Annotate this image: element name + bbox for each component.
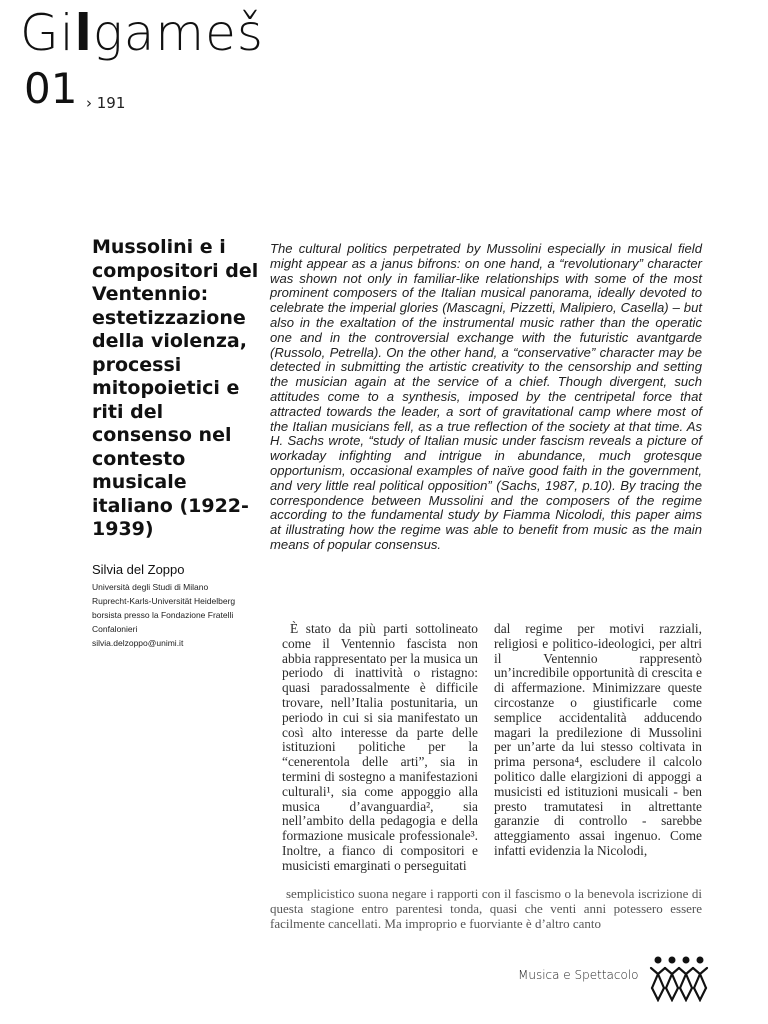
author-affiliation: borsista presso la Fondazione Fratelli	[92, 610, 234, 620]
journal-title-prefix: Gi	[20, 4, 75, 62]
stick-figures-logo-icon	[648, 954, 710, 1002]
author-email: silvia.delzoppo@unimi.it	[92, 638, 184, 648]
journal-title-suffix: gameš	[92, 4, 264, 62]
issue-number: 01	[24, 64, 78, 113]
author-name: Silvia del Zoppo	[92, 562, 185, 577]
author-affiliation: Confalonieri	[92, 624, 138, 634]
footer-section-label: Musica e Spettacolo	[518, 968, 639, 982]
author-affiliation: Ruprecht-Karls-Universität Heidelberg	[92, 596, 236, 606]
abstract: The cultural politics perpetrated by Mussolini especially in musical field might appear as a janus bifrons: on one hand, a “revolutionary” character was shown not only in familiar-like relationships with some of the most prominent composers of the Italian musical panorama, ideally devoted to celebrate the imperial glories (Mascagni, Pizzetti, Malipiero, Casella) – but also in the exaltation of the instrumental music rather than the operatic one and in the controversial exchange with the futuristic avantgarde (Russolo, Petrella). On the other hand, a “conservative” character may be detected in submitting the artistic creativity to the censorship and setting the musician again at the service of a chief. Though divergent, such attitudes come to a synthesis, imposed by the centripetal force that attracted towards the leader, a sort of gravitational camp where most of the Italian musicians fell, as a true reflection of the society at that time. As H. Sachs wrote, “study of Italian music under fascism reveals a picture of workaday infighting and intrigue in abundance, much grotesque opportunism, occasional examples of naïve good faith in the government, and very little real political opposition” (Sachs, 1987, p.10). By tracing the correspondence between Mussolini and the composers of the regime according to the fundamental study by Fiamma Nicolodi, this paper aims at illustrating how the regime was able to benefit from music as the main means of popular consensus.	[270, 241, 702, 552]
author-affiliation: Università degli Studi di Milano	[92, 582, 209, 592]
page-number: › 191	[86, 94, 126, 112]
journal-title	[20, 4, 264, 62]
article-title: Mussolini e i compositori del Ventennio: estetizzazione della violenza, processi mitopoietici e riti del consenso nel contesto musicale italiano (1922-1939)	[92, 236, 259, 540]
journal-title-bold: l	[74, 4, 93, 62]
author-block	[92, 562, 264, 650]
bottom-paragraph: semplicistico suona negare i rapporti con il fascismo o la benevola iscrizione di questa stagione entro parentesi tonda, quasi che venti anni potessero essere facilmente cancellati. Ma improprio e fuorviante è d’altro canto	[270, 886, 702, 932]
body-column-right: dal regime per motivi razziali, religiosi e politico-ideologici, per altri il Ventennio rappresentò un’incredibile opportunità di crescita e di affermazione. Minimizzare queste circostanze o giustificarle come semplice accidentalità adducendo magari la predilezione di Mussolini per un’arte da lui stesso coltivata in prima persona⁴, escludere il calcolo politico dalle elargizioni di appoggi a musicisti ed istituzioni musicali - ben presto tramutatesi in altrettante garanzie di controllo - sarebbe atteggiamento assai ingenuo. Come infatti evidenzia la Nicolodi,	[494, 621, 702, 858]
body-column-left: È stato da più parti sottolineato come il Ventennio fascista non abbia rappresentato per la musica un periodo di inattività o ristagno: quasi paradossalmente è difficile trovare, nell’Italia postunitaria, un periodo in cui si sia manifestato un così alto interesse da parte delle istituzioni politiche per la “cenerentola delle arti”, sia in termini di sostegno a manifestazioni culturali¹, sia come appoggio alla musica d’avanguardia², sia nell’ambito della pedagogia e della formazione musicale professionale³. Inoltre, a fianco di compositori e musicisti emarginati o perseguitati	[282, 621, 478, 873]
